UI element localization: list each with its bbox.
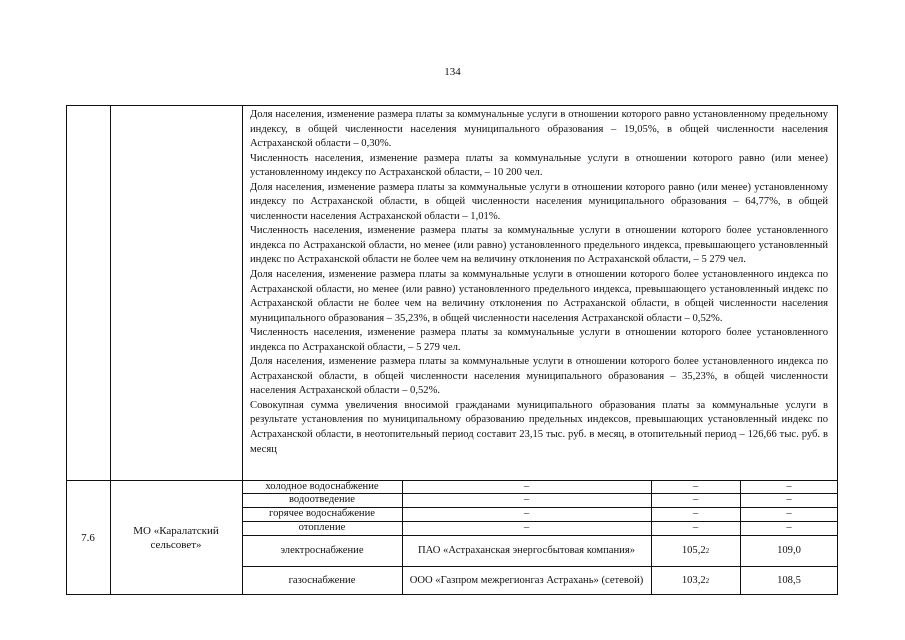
service-name: электроснабжение (280, 544, 364, 556)
service-index-1: 105,2 2 (681, 544, 710, 556)
service-index-2: – (786, 522, 792, 534)
service-index-2: – (786, 480, 792, 492)
page-number: 134 (444, 66, 461, 78)
service-index-2: 108,5 (777, 574, 801, 586)
service-index-1: – (692, 494, 699, 506)
paragraph-2: Численность населения, изменение размера платы за коммунальные услуги в отношении которого равно (или менее) установленному индексу по Астраханской области, – 10 200 чел. (250, 152, 828, 179)
service-index-1: – (692, 508, 699, 520)
service-name: газоснабжение (288, 574, 356, 586)
service-name: горячее водоснабжение (269, 508, 375, 520)
municipality-name: МО «Каралатский сельсовет» (133, 525, 219, 551)
service-provider: – (523, 508, 530, 520)
index-value: 105,2 (681, 544, 706, 556)
paragraph-8: Совокупная сумма увеличения вносимой гражданами муниципального образования платы за коммунальные услуги в результате установления по муниципальному образованию предельных индексов, превышающих установленный индекс по Астраханской области, в неотопительный период составит 23,15 тыс. руб. в месяц, в отопительный период – 126,66 тыс. руб. в месяц (250, 399, 828, 455)
service-index-2: – (786, 508, 792, 520)
service-index-1: 103,2 2 (681, 574, 710, 586)
service-name: отопление (298, 522, 346, 534)
service-provider: – (523, 494, 530, 506)
service-name: холодное водоснабжение (265, 480, 379, 492)
service-provider: – (523, 480, 530, 492)
service-name: водоотведение (288, 494, 356, 506)
paragraph-1: Доля населения, изменение размера платы за коммунальные услуги в отношении которого равно установленному предельному индексу, в общей численности населения муниципального образования – 19,05%, в общей численности населения Астраханской области – 0,30%. (250, 109, 828, 150)
service-index-1: – (692, 480, 699, 492)
paragraph-6: Численность населения, изменение размера платы за коммунальные услуги в отношении которого более установленного индекса по Астраханской области, – 5 279 чел. (250, 327, 828, 353)
service-provider: ООО «Газпром межрегионгаз Астрахань» (сетевой) (409, 574, 644, 586)
service-provider: ПАО «Астраханская энергосбытовая компания» (417, 544, 635, 556)
service-index-2: – (786, 494, 792, 506)
service-index-1: – (692, 522, 699, 534)
row-number: 7.6 (81, 532, 95, 544)
paragraph-4: Численность населения, изменение размера платы за коммунальные услуги в отношении которого более установленного индекса по Астраханской области, но менее (или равно) установленного предельного индекса, превышающего установленный индекс по Астраханской области не более чем на величину отклонения по Астраханской области, – 5 279 чел. (250, 225, 828, 266)
paragraph-7: Доля населения, изменение размера платы за коммунальные услуги в отношении которого более установленного индекса по Астраханской области, в общей численности населения муниципального образования – 35,23%, в общей численности населения Астраханской области – 0,52%. (250, 356, 828, 397)
text-block (250, 108, 828, 457)
paragraph-3: Доля населения, изменение размера платы за коммунальные услуги в отношении которого равно (или менее) установленному индексу по Астраханской области, в общей численности населения муниципального образования – 64,77%, в общей численности населения Астраханской области – 1,01%. (250, 181, 828, 222)
index-value: 103,2 (681, 574, 706, 586)
service-index-2: 109,0 (777, 544, 801, 556)
paragraph-5: Доля населения, изменение размера платы за коммунальные услуги в отношении которого более установленного индекса по Астраханской области, но менее (или равно) установленного предельного индекса, превышающего установленный индекс по Астраханской области не более чем на величину отклонения по Астраханской области, в общей численности населения муниципального образования – 35,23%, в общей численности населения Астраханской области – 0,52%. (250, 269, 828, 324)
service-provider: – (523, 522, 530, 534)
